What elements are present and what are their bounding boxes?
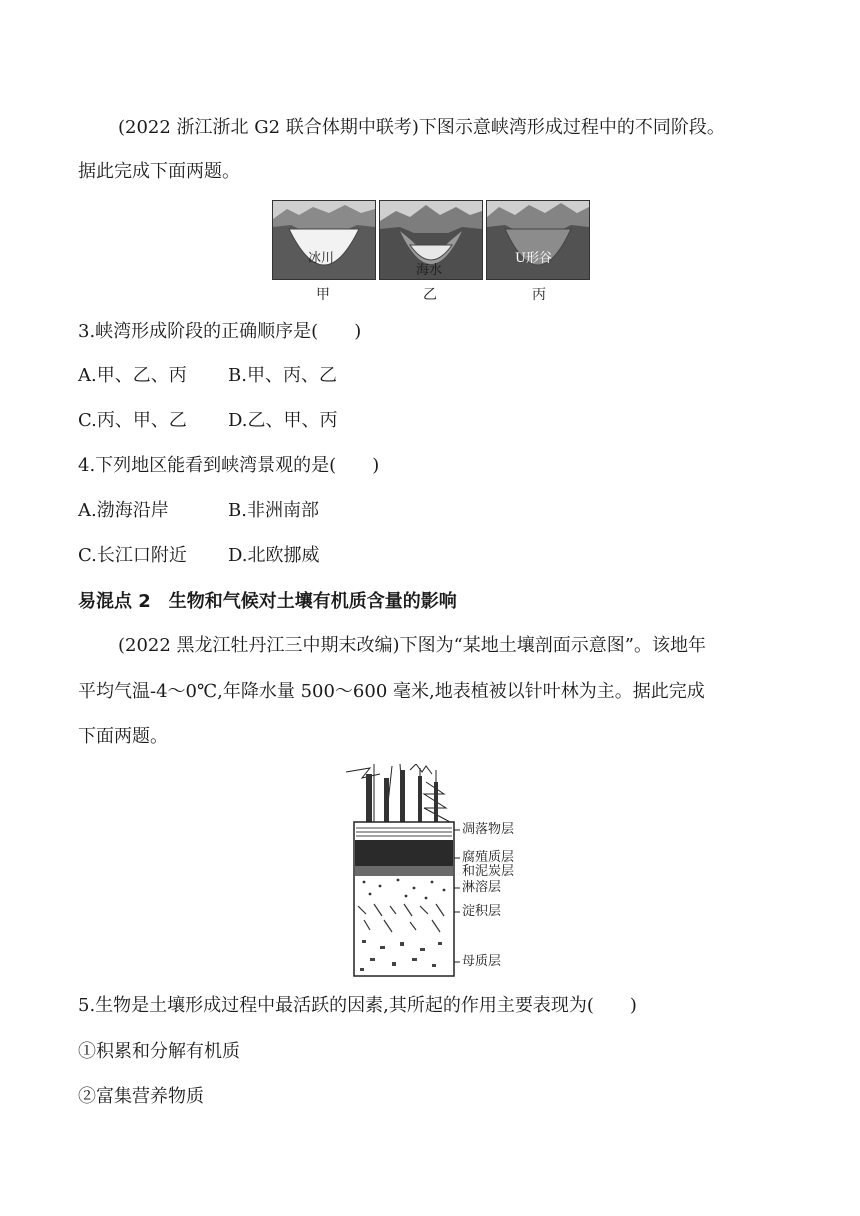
u-valley-label: U形谷 <box>515 251 552 266</box>
q3-option-d: D.乙、甲、丙 <box>228 410 338 431</box>
q4-options-row2 <box>78 544 320 568</box>
fjord-panel-jia <box>272 200 376 280</box>
eluvial-layer-label: 淋溶层 <box>462 880 502 895</box>
q4-option-c: C.长江口附近 <box>78 545 187 566</box>
q4-option-d: D.北欧挪威 <box>228 545 320 566</box>
intro2-line2: 平均气温-4～0℃,年降水量 500～600 毫米,地表植被以针叶林为主。据此完成 <box>78 681 705 702</box>
q4-stem: 4.下列地区能看到峡湾景观的是( ) <box>78 455 380 476</box>
humus-layer-label: 腐殖质层 <box>462 850 515 865</box>
q4-option-b: B.非洲南部 <box>228 500 319 521</box>
intro2-line1: (2022 黑龙江牡丹江三中期末改编)下图为“某地土壤剖面示意图”。该地年 <box>118 635 706 656</box>
illuvial-layer-label: 淀积层 <box>462 904 502 919</box>
fjord-panel-bing <box>486 200 590 280</box>
q5-option-2: ②富集营养物质 <box>78 1086 204 1107</box>
caption-jia: 甲 <box>316 287 330 303</box>
glacier-label: 冰川 <box>308 251 335 266</box>
q4-option-a: A.渤海沿岸 <box>78 500 169 521</box>
q3-options-row1 <box>78 364 337 388</box>
caption-yi: 乙 <box>423 287 437 303</box>
parent-material-label: 母质层 <box>462 954 502 969</box>
intro1-line2: 据此完成下面两题。 <box>78 161 240 182</box>
q3-option-b: B.甲、丙、乙 <box>228 365 337 386</box>
soil-profile-figure <box>340 764 536 978</box>
peat-layer-label: 和泥炭层 <box>462 864 515 879</box>
q3-option-a: A.甲、乙、丙 <box>78 365 187 386</box>
caption-bing: 丙 <box>532 287 546 303</box>
q4-options-row1 <box>78 499 319 523</box>
q3-options-row2 <box>78 409 338 433</box>
intro2-line3: 下面两题。 <box>78 726 168 747</box>
q3-stem: 3.峡湾形成阶段的正确顺序是( ) <box>78 321 362 342</box>
section-title: 易混点 2 生物和气候对土壤有机质含量的影响 <box>78 591 457 612</box>
q5-option-1: ①积累和分解有机质 <box>78 1041 240 1062</box>
q5-stem: 5.生物是土壤形成过程中最活跃的因素,其所起的作用主要表现为( ) <box>78 995 637 1016</box>
seawater-label: 海水 <box>416 263 443 278</box>
fjord-figure <box>272 200 590 304</box>
q3-option-c: C.丙、甲、乙 <box>78 410 187 431</box>
litter-layer-label: 凋落物层 <box>462 822 515 837</box>
intro1-line1: (2022 浙江浙北 G2 联合体期中联考)下图示意峡湾形成过程中的不同阶段。 <box>118 117 725 138</box>
fjord-panel-yi <box>379 200 483 280</box>
